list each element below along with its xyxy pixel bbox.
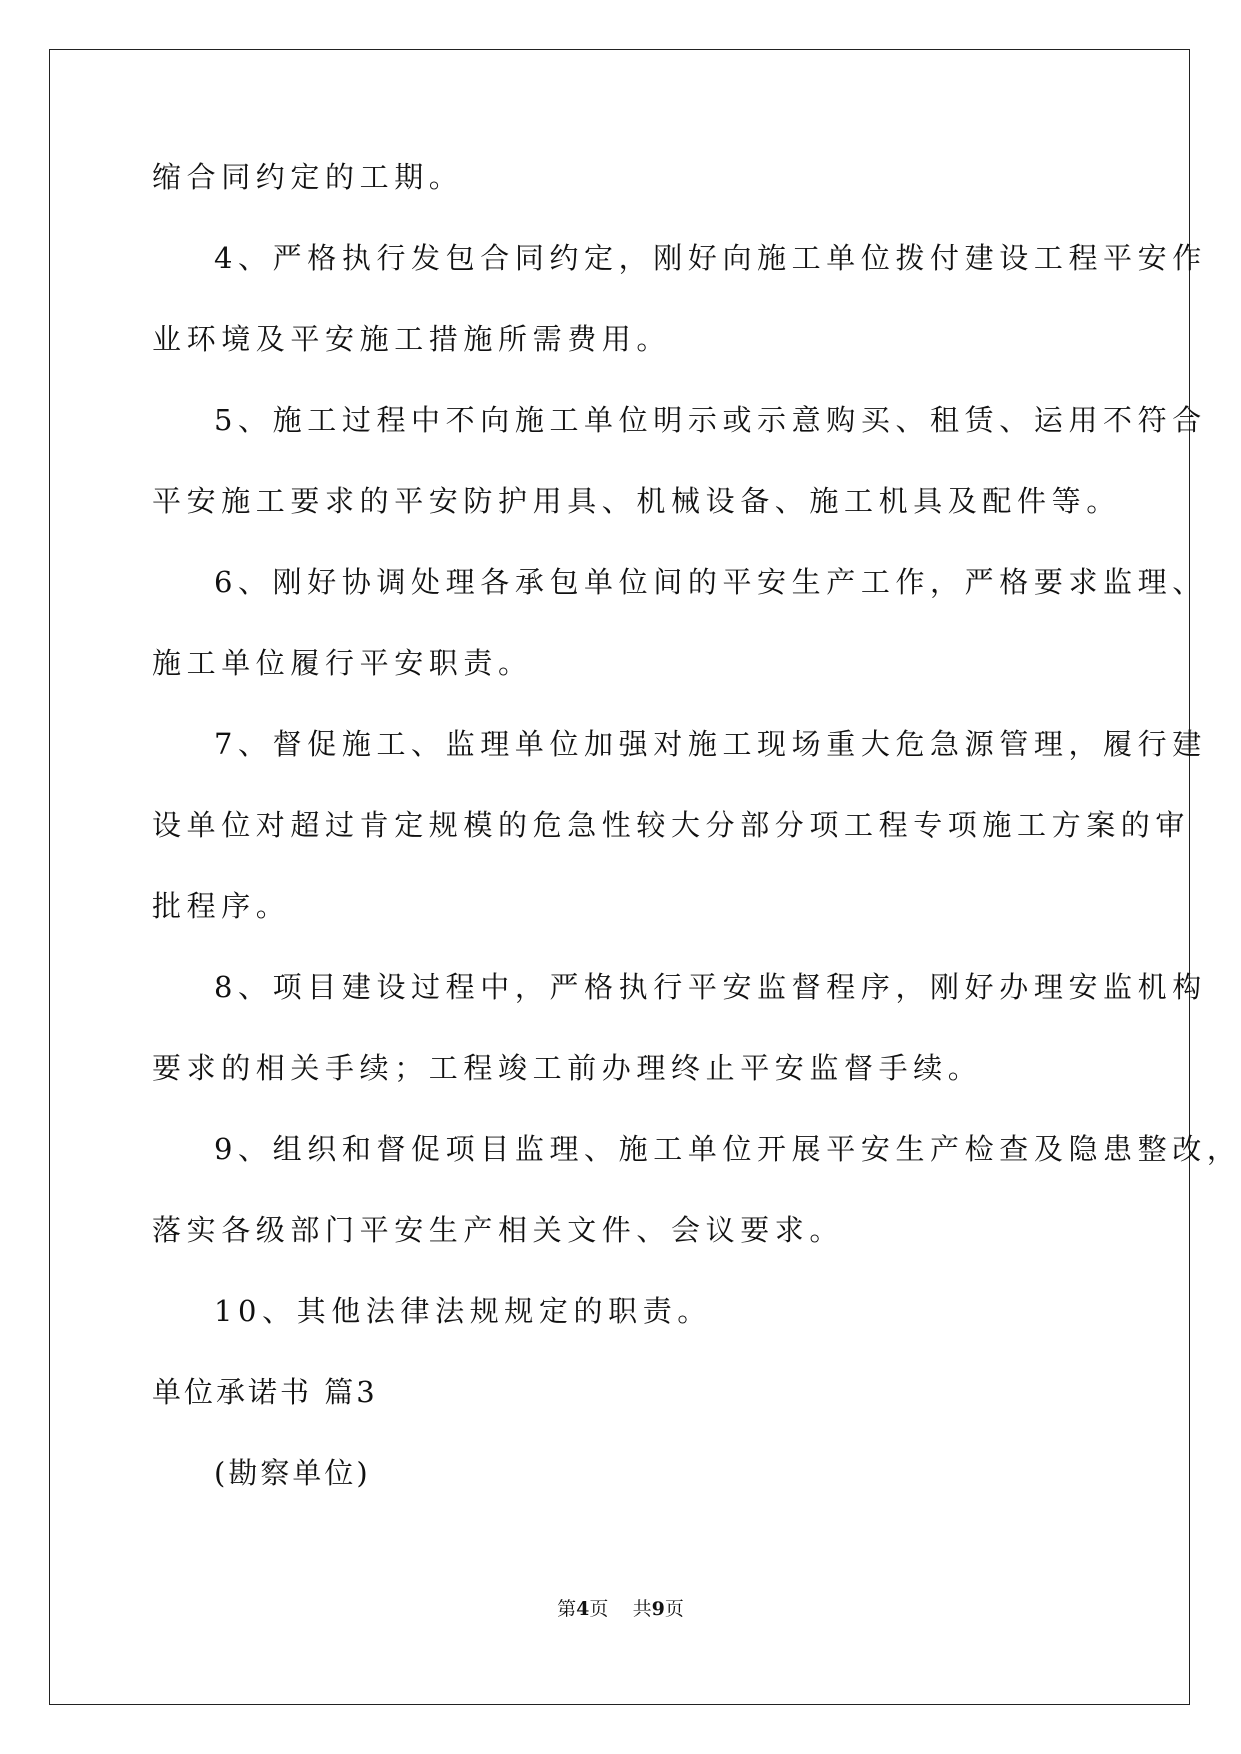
- body-line: 5、施工过程中不向施工单位明示或示意购买、租赁、运用不符合: [214, 403, 1207, 437]
- body-line: 8、项目建设过程中，严格执行平安监督程序，刚好办理安监机构: [214, 970, 1207, 1004]
- total-suffix: 页: [664, 1598, 684, 1620]
- body-line: 业环境及平安施工措施所需费用。: [152, 322, 672, 356]
- section-subheading: (勘察单位): [214, 1456, 371, 1490]
- body-line: 平安施工要求的平安防护用具、机械设备、施工机具及配件等。: [152, 484, 1121, 518]
- total-prefix: 共: [632, 1598, 652, 1620]
- body-line: 6、刚好协调处理各承包单位间的平安生产工作，严格要求监理、: [214, 565, 1207, 599]
- body-line: 施工单位履行平安职责。: [152, 646, 533, 680]
- body-line: 批程序。: [152, 889, 291, 923]
- body-line: 9、组织和督促项目监理、施工单位开展平安生产检查及隐患整改，: [214, 1132, 1241, 1166]
- body-line: 设单位对超过肯定规模的危急性较大分部分项工程专项施工方案的审: [152, 808, 1191, 842]
- body-line: 10、其他法律法规规定的职责。: [214, 1294, 712, 1328]
- total-pages: 9: [651, 1598, 665, 1620]
- body-line: 落实各级部门平安生产相关文件、会议要求。: [152, 1213, 845, 1247]
- section-heading: 单位承诺书 篇3: [152, 1375, 378, 1409]
- body-line: 7、督促施工、监理单位加强对施工现场重大危急源管理，履行建: [214, 727, 1207, 761]
- body-line: 4、严格执行发包合同约定，刚好向施工单位拨付建设工程平安作: [214, 241, 1207, 275]
- page-suffix: 页: [589, 1598, 609, 1620]
- page-prefix: 第: [557, 1598, 577, 1620]
- page-footer: [0, 1600, 1241, 1619]
- body-line: 缩合同约定的工期。: [152, 160, 464, 194]
- page-number: 4: [576, 1598, 590, 1620]
- body-line: 要求的相关手续；工程竣工前办理终止平安监督手续。: [152, 1051, 983, 1085]
